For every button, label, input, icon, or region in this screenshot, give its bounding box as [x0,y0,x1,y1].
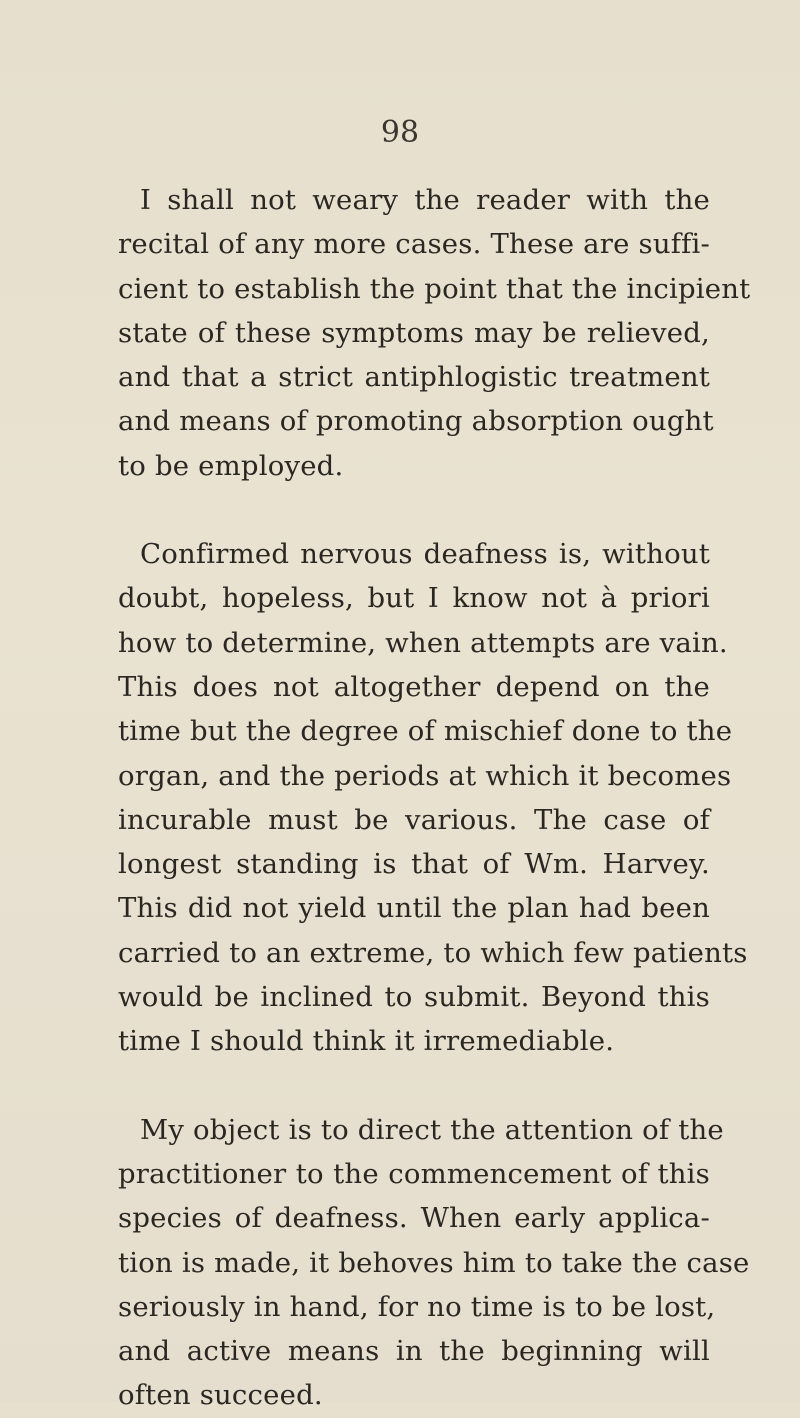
text-line: longest standing is that of Wm. Harvey. [118,848,710,881]
text-line: carried to an extreme, to which few patients [118,936,748,969]
paragraph-spacer [118,488,710,532]
text-line: tion is made, it behoves him to take the case [118,1246,750,1279]
text-line: and means of promoting absorption ought [118,405,714,438]
text-line: practitioner to the commencement of this [118,1157,710,1190]
text-line: state of these symptoms may be relieved, [118,316,710,349]
text-line: how to determine, when attempts are vain. [118,626,728,659]
text-line: organ, and the periods at which it becomes [118,759,732,792]
text-line: often succeed. [118,1379,323,1412]
text-line: This did not yield until the plan had been [118,892,710,925]
text-line: incurable must be various. The case of [118,803,710,836]
text-line: My object is to direct the attention of the [140,1113,724,1146]
body-text [118,178,751,1418]
text-line: and active means in the beginning will [118,1335,710,1368]
paragraph-spacer [118,1064,710,1108]
text-line: This does not altogether depend on the [118,670,710,703]
text-line: time I should think it irremediable. [118,1025,615,1058]
page-number: 98 [380,115,420,150]
paragraph-1 [118,178,751,488]
text-line: species of deafness. When early applica- [118,1202,710,1235]
text-line: cient to establish the point that the incipient [118,272,751,305]
text-line: recital of any more cases. These are suffi- [118,228,710,261]
paragraph-3 [118,1108,750,1418]
text-line: I shall not weary the reader with the [140,184,710,216]
text-line: to be employed. [118,449,344,482]
text-line: would be inclined to submit. Beyond this [118,981,710,1014]
text-line: time but the degree of mischief done to the [118,715,733,748]
text-line: doubt, hopeless, but I know not à priori [118,582,710,615]
text-line: and that a strict antiphlogistic treatment [118,361,710,394]
text-line: seriously in hand, for no time is to be lost, [118,1290,716,1323]
paragraph-2 [118,532,748,1064]
text-line: Confirmed nervous deafness is, without [140,538,710,571]
